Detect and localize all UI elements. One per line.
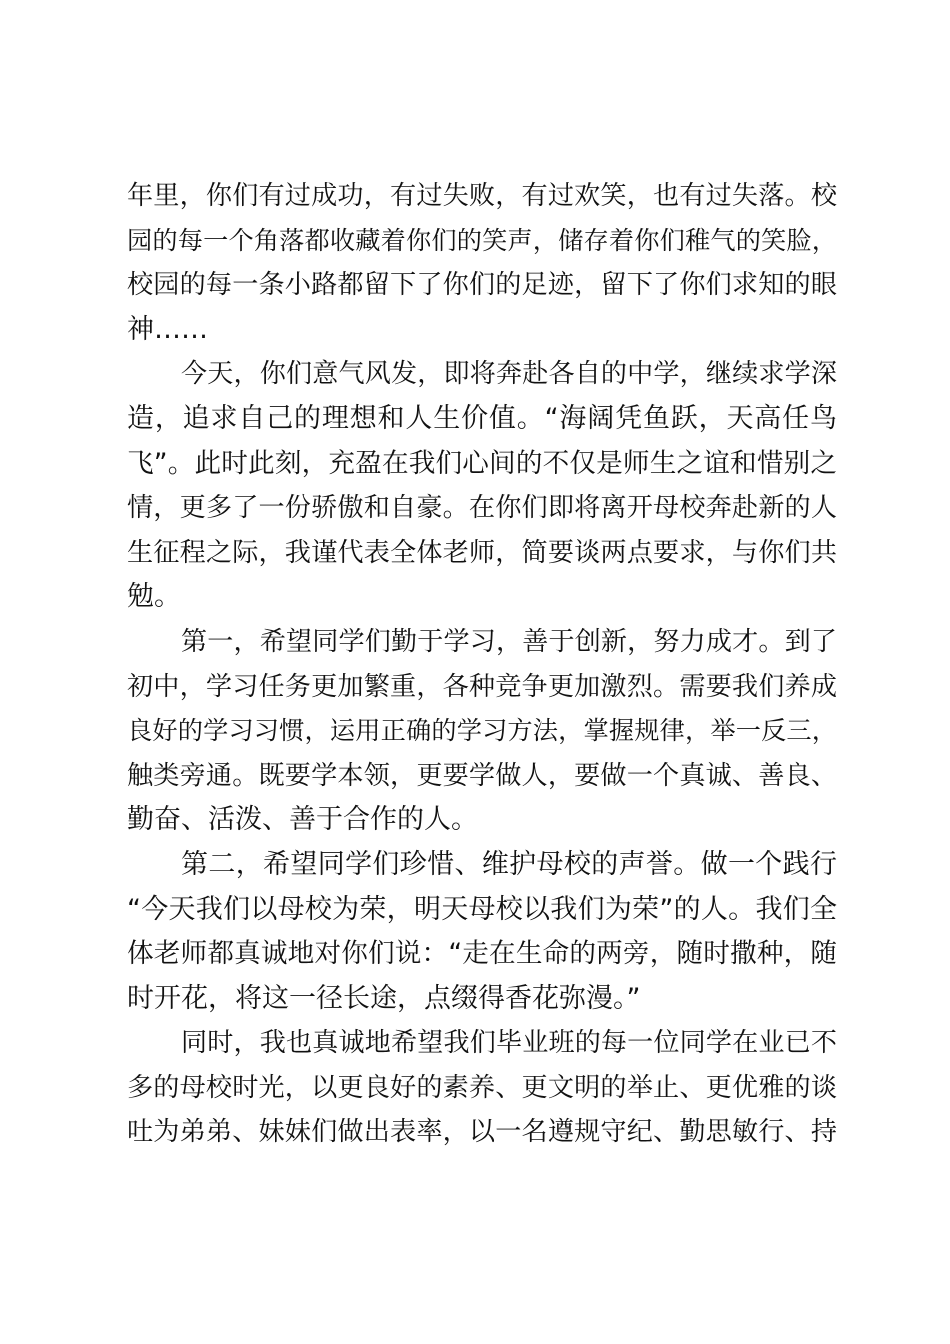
document-body <box>127 174 837 1155</box>
text-line: 年里，你们有过成功，有过失败，有过欢笑，也有过失落。校 <box>127 181 837 211</box>
text-line: 生征程之际，我谨代表全体老师，简要谈两点要求，与你们共 <box>127 537 837 568</box>
paragraph <box>127 352 837 620</box>
text-line: 神…… <box>127 313 208 345</box>
text-line: 情，更多了一份骄傲和自豪。在你们即将离开母校奔赴新的人 <box>127 493 837 524</box>
text-line: 校园的每一条小路都留下了你们的足迹，留下了你们求知的眼 <box>127 270 837 301</box>
paragraph <box>127 843 837 1021</box>
text-line: 触类旁通。既要学本领，更要学做人，要做一个真诚、善良、 <box>127 760 837 791</box>
text-line: 飞”。此时此刻，充盈在我们心间的不仅是师生之谊和惜别之 <box>127 447 837 479</box>
text-line: 第二，希望同学们珍惜、维护母校的声誉。做一个践行 <box>181 848 837 880</box>
text-line: 吐为弟弟、妹妹们做出表率，以一名遵规守纪、勤思敏行、持 <box>127 1117 837 1148</box>
text-line: 同时，我也真诚地希望我们毕业班的每一位同学在业已不 <box>181 1028 837 1059</box>
text-line: 时开花，将这一径长途，点缀得香花弥漫。” <box>127 982 641 1014</box>
text-line: 初中，学习任务更加繁重，各种竞争更加激烈。需要我们养成 <box>127 671 837 702</box>
paragraph <box>127 174 837 352</box>
text-line: 第一，希望同学们勤于学习，善于创新，努力成才。到了 <box>181 626 837 657</box>
text-line: 勤奋、活泼、善于合作的人。 <box>127 804 478 836</box>
text-line: 今天，你们意气风发，即将奔赴各自的中学，继续求学深 <box>181 359 837 390</box>
text-line: 勉。 <box>127 581 181 613</box>
text-line: “今天我们以母校为荣，明天母校以我们为荣”的人。我们全 <box>127 893 837 925</box>
text-line: 良好的学习习惯，运用正确的学习方法，掌握规律，举一反三， <box>127 716 837 746</box>
text-line: 造，追求自己的理想和人生价值。“海阔凭鱼跃，天高任鸟 <box>127 402 837 434</box>
paragraph <box>127 1021 837 1155</box>
text-line: 园的每一个角落都收藏着你们的笑声，储存着你们稚气的笑脸， <box>127 225 837 255</box>
text-line: 体老师都真诚地对你们说：“走在生命的两旁，随时撒种，随 <box>127 938 837 970</box>
text-line: 多的母校时光，以更良好的素养、更文明的举止、更优雅的谈 <box>127 1072 837 1103</box>
paragraph <box>127 620 837 843</box>
